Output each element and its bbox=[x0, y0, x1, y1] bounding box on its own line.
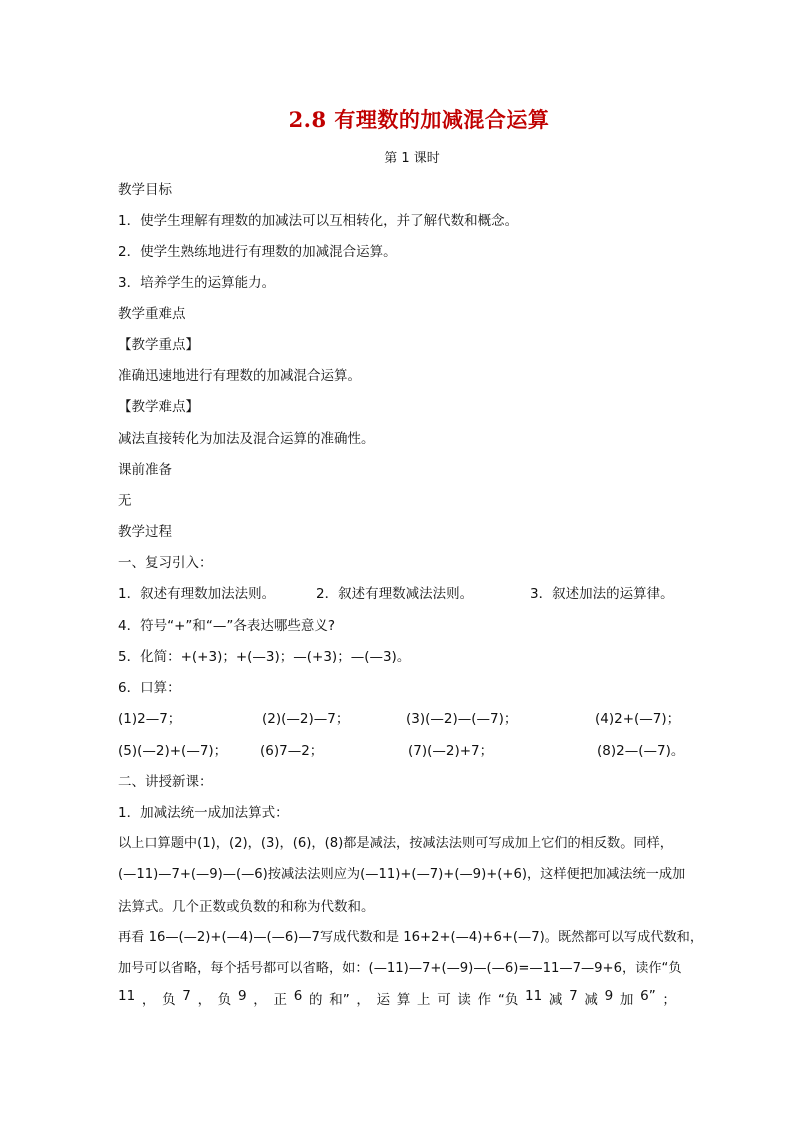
line-token: 7 bbox=[569, 988, 578, 1004]
review-item-2: 2．叙述有理数减法法则。 bbox=[316, 586, 474, 602]
oral-6: (6)7—2； bbox=[260, 743, 324, 759]
oral-1: (1)2—7； bbox=[118, 711, 182, 727]
section-review: 一、复习引入： bbox=[118, 555, 213, 571]
section-new-lesson: 二、讲授新课： bbox=[118, 774, 213, 790]
line-token: “负 bbox=[497, 992, 519, 1008]
heading-key-difficult: 教学重难点 bbox=[118, 306, 186, 322]
oral-4: (4)2+(—7)； bbox=[595, 711, 681, 727]
oral-5: (5)(—2)+(—7)； bbox=[118, 743, 228, 759]
paragraph-line-2: (—11)—7+(—9)—(—6)按减法法则应为(—11)+(—7)+(—9)+(+6)，这样便把加减法统一成加 bbox=[118, 867, 686, 882]
heading-preparation: 课前准备 bbox=[118, 462, 172, 478]
line-token: 负 bbox=[162, 992, 176, 1008]
oral-8: (8)2—(—7)。 bbox=[597, 743, 685, 759]
line-token: 11 bbox=[525, 988, 543, 1004]
difficult-point-text: 减法直接转化为加法及混合运算的准确性。 bbox=[118, 431, 375, 447]
line-token: 减 bbox=[584, 992, 598, 1008]
line-token: 11 bbox=[118, 988, 136, 1004]
heading-key-points: 【教学重点】 bbox=[118, 337, 199, 353]
line-token: 9 bbox=[238, 988, 247, 1004]
line-token: 7 bbox=[182, 988, 191, 1004]
review-item-4: 4．符号“+”和“—”各表达哪些意义? bbox=[118, 618, 336, 634]
line-token: ， bbox=[197, 992, 212, 1008]
review-item-1: 1．叙述有理数加法法则。 bbox=[118, 586, 276, 602]
review-item-3: 3．叙述加法的运算律。 bbox=[530, 586, 674, 602]
line-token: 读 bbox=[457, 992, 471, 1008]
line-token: ； bbox=[662, 992, 676, 1008]
lesson-subtitle: 第 1 课时 bbox=[384, 151, 440, 166]
paragraph-line-3: 法算式。几个正数或负数的和称为代数和。 bbox=[118, 899, 375, 915]
heading-difficult-points: 【教学难点】 bbox=[118, 399, 199, 415]
paragraph-line-4: 再看 16—(—2)+(—4)—(—6)—7写成代数和是 16+2+(—4)+6+(—7)。既然都可以写成代数和， bbox=[118, 930, 704, 945]
oral-7: (7)(—2)+7； bbox=[408, 743, 494, 759]
line-token: 9 bbox=[604, 988, 614, 1004]
line-token: 的 bbox=[309, 992, 323, 1008]
preparation-text: 无 bbox=[118, 493, 132, 509]
paragraph-line-5: 加号可以省略，每个括号都可以省略，如：(—11)—7+(—9)—(—6)=—11—7—9+6，读作“负 bbox=[118, 961, 682, 976]
line-token: ， bbox=[141, 992, 156, 1008]
heading-objectives: 教学目标 bbox=[118, 182, 172, 198]
oral-3: (3)(—2)—(—7)； bbox=[406, 711, 518, 727]
objective-3: 3．培养学生的运算能力。 bbox=[118, 275, 276, 291]
review-item-6: 6．口算： bbox=[118, 680, 181, 696]
line-token: 可 bbox=[437, 992, 451, 1008]
line-token: 6” bbox=[640, 988, 656, 1004]
objective-2: 2．使学生熟练地进行有理数的加减混合运算。 bbox=[118, 244, 397, 260]
line-token: 负 bbox=[217, 992, 232, 1008]
line-token: 和” bbox=[329, 992, 350, 1008]
paragraph-line-1: 以上口算题中(1)，(2)，(3)，(6)，(8)都是减法，按减法法则可写成加上它们的相反数。同样， bbox=[118, 836, 673, 851]
key-point-text: 准确迅速地进行有理数的加减混合运算。 bbox=[118, 368, 361, 384]
line-token: 上 bbox=[417, 992, 431, 1008]
line-token: 算 bbox=[396, 992, 411, 1008]
line-token: 减 bbox=[548, 992, 563, 1008]
line-token: ， bbox=[356, 992, 370, 1008]
line-token: 正 bbox=[273, 992, 287, 1008]
line-token: 运 bbox=[376, 992, 391, 1008]
review-item-5: 5．化简：+(+3)；+(—3)；—(+3)；—(—3)。 bbox=[118, 649, 411, 665]
oral-2: (2)(—2)—7； bbox=[262, 711, 350, 727]
line-token: 作 bbox=[477, 992, 492, 1008]
heading-process: 教学过程 bbox=[118, 524, 172, 540]
paragraph-line-6 bbox=[118, 988, 676, 1008]
line-token: 6 bbox=[293, 988, 303, 1004]
line-token: 加 bbox=[619, 992, 634, 1008]
page-title: 2.8 有理数的加减混合运算 bbox=[288, 107, 550, 132]
subsection-unify: 1．加减法统一成加法算式： bbox=[118, 805, 289, 821]
line-token: ， bbox=[253, 992, 267, 1008]
objective-1: 1．使学生理解有理数的加减法可以互相转化，并了解代数和概念。 bbox=[118, 213, 519, 229]
